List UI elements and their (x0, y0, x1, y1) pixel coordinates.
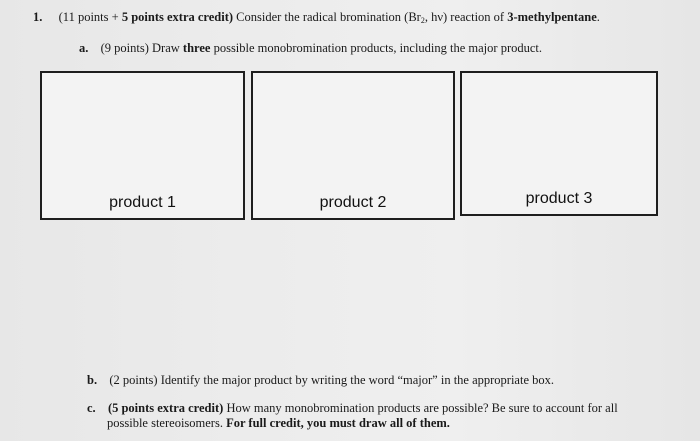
question-text: Consider the radical bromination (Br (236, 10, 421, 24)
answer-box-product-1[interactable] (40, 71, 245, 220)
part-a-text: possible monobromination products, including the major product. (213, 41, 543, 55)
box-label: product 3 (525, 190, 593, 207)
part-c-bold-lead: (5 points extra credit) (107, 401, 224, 415)
question-b (87, 373, 554, 388)
question-text-mid: , hν) reaction of (424, 10, 505, 24)
plus-sign: + (111, 10, 119, 24)
answer-box-product-2[interactable] (251, 71, 455, 220)
question-a (79, 41, 542, 56)
part-c-text-1: How many monobromination products are possible? Be sure to account for all (226, 401, 618, 415)
question-1 (33, 10, 600, 25)
part-letter-b: b. (87, 373, 98, 387)
box-label: product 2 (319, 194, 387, 211)
part-letter-c: c. (87, 401, 96, 415)
part-letter-a: a. (79, 41, 89, 55)
period: . (596, 10, 600, 24)
points-text: (11 points (58, 10, 109, 24)
box-label: product 1 (109, 194, 176, 211)
compound-name: 3-methylpentane (507, 10, 597, 24)
subscript: 2 (420, 16, 425, 25)
question-c (87, 401, 618, 416)
question-number: 1. (33, 10, 43, 24)
part-c-text-2: possible stereoisomers. (107, 416, 223, 430)
question-c-line-2 (107, 416, 450, 431)
answer-box-product-3[interactable] (460, 71, 658, 216)
part-a-points: (9 points) Draw (100, 41, 180, 55)
part-c-bold-tail: For full credit, you must draw all of them. (226, 416, 450, 430)
part-b-text: (2 points) Identify the major product by writing the word “major” in the appropriate box. (109, 373, 554, 387)
extra-credit-text: 5 points extra credit) (121, 10, 234, 24)
part-a-three: three (182, 41, 211, 55)
